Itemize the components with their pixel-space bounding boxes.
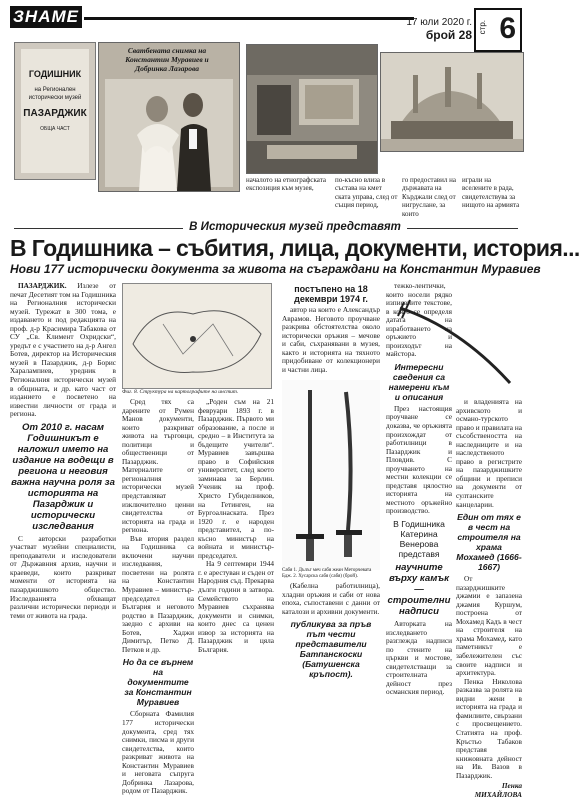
article-column-5: тежко-лентички, които носели рядко изписаните текстове, в която се определя датата на изработването на оръжието и произходът на майстора. Интересни сведения са намерени към и описания През настоящия проучване се доказва, че оръжията произхождат от работилници в Пазарджик и Пловдив. С проучването на местни колекции се представя цялостно историята на местното оръжейно производство. В Годишника Катерина Венерова представя научните върху камък — строителни надписи Авторката на изследването разглежда надписи по стените на църкви и мостове, свидетелстващи за строителната дейност през османския период. [386, 281, 452, 697]
swords-figure [282, 380, 380, 570]
yearbook-title: ГОДИШНИК [28, 69, 82, 79]
photo-caption-2: по-късно влиза в състава на кмет ската управа, след от същия период, [335, 176, 398, 210]
pull-quote-2: Но да се върнем на документите за Константин Муравиев [122, 657, 194, 708]
wedding-photo-caption: Сватбената снимка на Константин Муравиев и Добринка Лазарова [125, 46, 209, 73]
article-column-4-top: постъпено на 18 декември 1974 г. автор на които е Александър Аврамов. Неговото проучване разкрива обстоятелства около исторически оръжия – мечове и саби, съхранявани в музея, както и историята на тяхното придобиване от колекционери и частни лица. [282, 284, 380, 374]
issue-date: 17 юли 2020 г. [406, 17, 472, 28]
page-label: стр. [478, 20, 487, 35]
museum-exhibit-photo [246, 44, 378, 174]
article-kicker: В Историческия музей представят [80, 221, 510, 233]
photo-caption-4: играли на вселените в рада, свидетелствува за нищото на армията [462, 176, 520, 210]
swords-figure-caption: Сабя 1. Дълъг меч сабя жеан Меторчевата Бдж. 2. Хусарска сабя (сабя) (брой). [282, 568, 372, 579]
building-engraving-photo [380, 52, 524, 152]
author-signature: Пенка МИХАЙЛОВА [474, 781, 522, 799]
pull-quote-4: публикува за пръв път чести представители Батпанскоски (Батушенска кръпост). [290, 619, 372, 680]
pull-quote-5: Интересни сведения са намерени към и описания [388, 361, 450, 402]
pull-quote-1: От 2010 г. насам Годишникът е наложил името на издание на водещи в региона и неговия важна научна роля за историята на Пазарджик и исторически изследвания [11, 421, 115, 532]
issue-number: брой 28 [425, 28, 472, 42]
article-headline: В Годишника – събития, лица, документи, история... [10, 235, 580, 261]
yearbook-cover-photo [14, 42, 96, 180]
article-column-1: ПАЗАРДЖИК. Излезе от печат Десетият том на Годишника на Регионалния исторически музей. Турежат в 300 тома, е издаването и под редакцията на проф. д-р Красимира Табакова от СУ „Св. Климент Охридски“, уредът е с участието на д-р Ангел Ботев, директор на Историческия музей в Пазарджик, д-р Борис Харалампиев, уредник в Регионалния исторически музей в общината, и др. като част от изданието е посветено на известни личности от града и региона. От 2010 г. насам Годишникът е наложил името на издание на водещи в региона и неговия важна научна роля за историята на Пазарджик и исторически изследвания С авторски разработки участват музейни специалисти, преподаватели и изследователи от Държавния архив, научни и краеведи, които разкриват моменти от историята на пазарджишкото общество. Изследванията обхващат различни исторически периоди и теми от живота на града. [10, 281, 116, 620]
article-column-2: Сред тях са дарените от Румен Манов документи, които разкриват живота на търговци, политици и общественици от Пазарджик. Материалите от регионалния исторически музей представляват изключително ценни свидетелства от историята на града и региона. Във втория раздел на Годишника са включени научни изследвания, посветени на ролята на Константин Муравиев – министър-председател на България и неговото родство в Пазарджик, заедно с архиви на Ботев, Хаджи Димитър, Петко Д. Петков и др. Но да се върнем на документите за Константин Муравиев Сборната Фамилия 177 исторически документа, сред тях снимки, писма и други свидетелства, които разкриват живота на Константин Муравиев и неговата съпруга Добринка Лазарова, родом от Пазарджик. [122, 397, 194, 796]
pull-quote-7: Един от тях е в чест на строителя на храма Мохамед (1666-1667) [456, 512, 522, 573]
article-subheadline: Нови 177 исторически документа за живота на съграждани на Константин Муравиев [10, 262, 541, 276]
yearbook-city: ПАЗАРДЖИК [23, 108, 87, 119]
photo-caption-3: го предоставил на държавата на Кърджали след от нигруслане, за които [402, 176, 456, 218]
article-column-3: „Роден съм на 21 февруари 1893 г. в Пазарджик. Първото ми образование, а после и средно – в Института за бъдещите учители“. Муравиев завършва право в Софийския университет, след което заминава за Берлин. Ученик на проф. Христо Губиделников, на Гетинген, на Бургоалнаската. През 1920 г. е народен представител, а по-късно министър на войната и министър-председател. На 9 септември 1944 г. е арестуван и съден от Народния съд. Прекарва дълги години в затвора. Семейството на Муравиев съхранява документи и снимки, които днес са ценен извор за историята на Пазарджик и цяла България. [198, 397, 274, 654]
issue-info [406, 16, 472, 42]
map-figure-caption: Фиг. 8. Структура на картографите на инстит. [122, 389, 239, 395]
article-column-6: и владенията на архивското и османо-турското право и правилата на съсобствеността на наследниците и на наследственото право в регистрите на пазарджишките общини и преписи на документи от султанските канцеларии. Един от тях е в чест на строителя на храма Мохамед (1666-1667) От пазарджишките джамии е запазена джамия Куршум, построена от Мохамед Кадъ в чест на строителя на храма Мохамед, като паметникът е забележителен със своите надписи и архитектура. Пенка Николова разказва за ролята на видни жени в историята на града и фамилиите, свързани с просвещението. Статията на проф. Кръстьо Табаков представя книжовната дейност на Ив. Вазов в Пазарджик. Пенка МИХАЙЛОВА [456, 397, 522, 799]
yearbook-subtitle: на Регионален исторически музей [28, 87, 82, 101]
section-intro: В Годишника Катерина Венерова представя [393, 519, 445, 560]
yearbook-part: ОБЩА ЧАСТ [40, 126, 70, 132]
header-rule [84, 17, 414, 20]
pull-quote-3: постъпено на 18 декември 1974 г. [294, 284, 368, 304]
photo-caption-1: началото на етнографската експозиция към музея, [246, 176, 326, 193]
page-number: 6 [499, 12, 516, 45]
structure-map-figure [122, 283, 272, 389]
page-number-box [474, 8, 522, 52]
newspaper-logo: ЗНАМЕ [10, 6, 82, 28]
pull-quote-6: научните върху камък — строителни надписи [387, 562, 451, 618]
article-column-4-bottom: (Кабелна работилница), хладни оръжия и саби от нова епоха, съпоставени с данни от каталози и архивни документи. публикува за пръв път чести представители Батпанскоски (Батушенска кръпост). [282, 581, 380, 680]
